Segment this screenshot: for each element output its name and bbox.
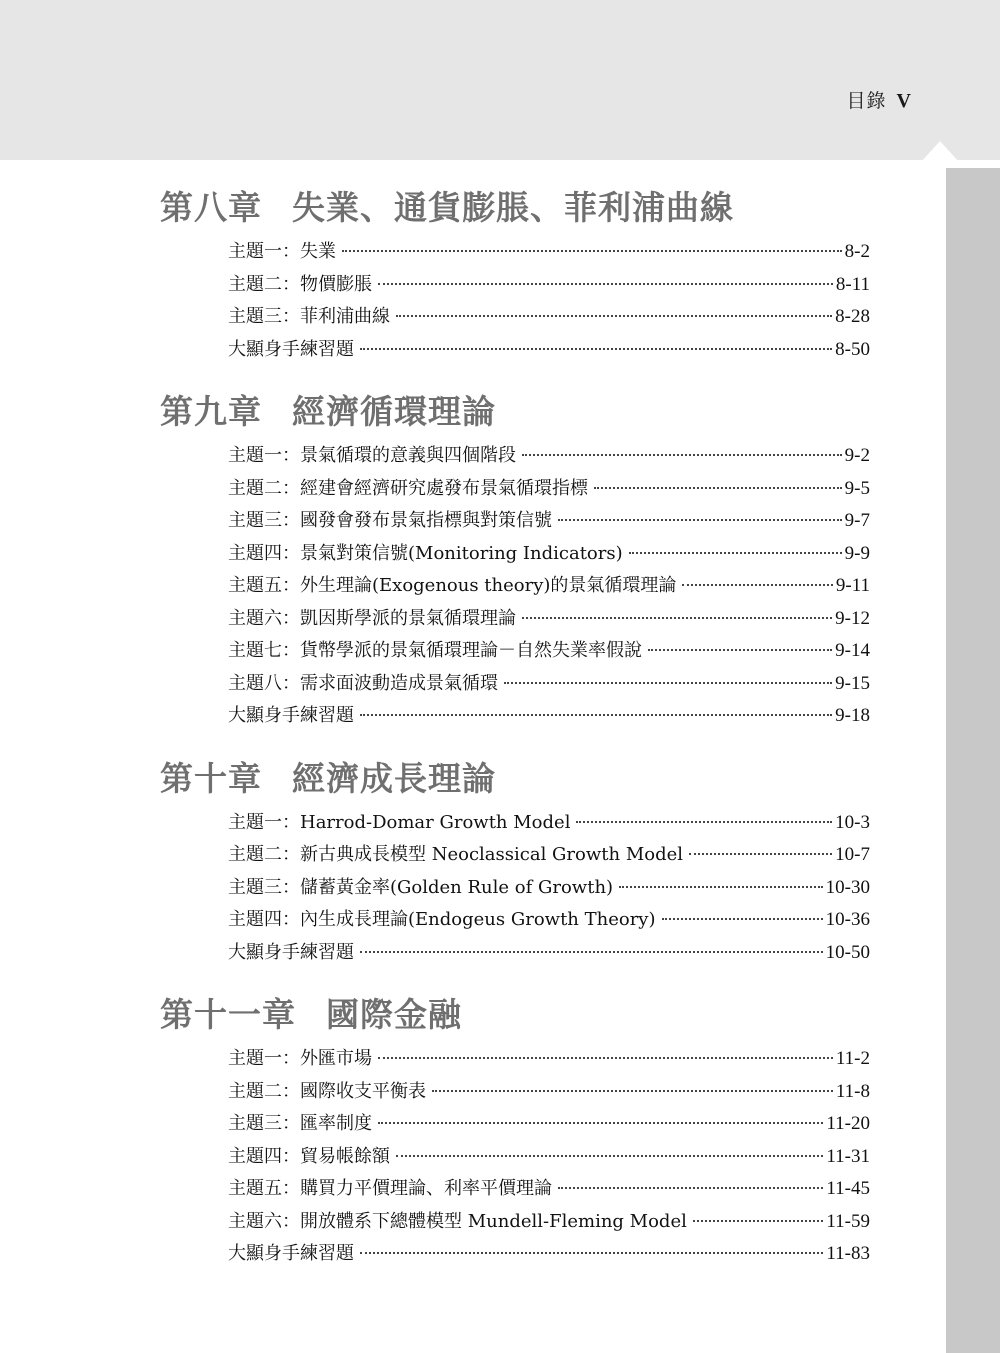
entry-page: 9-18 bbox=[835, 705, 870, 726]
entry-page: 8-28 bbox=[835, 306, 870, 327]
dot-leader bbox=[360, 347, 832, 350]
entry-label: 主題五：購買力平價理論、利率平價理論 bbox=[228, 1178, 552, 1199]
entry-label: 主題七：貨幣學派的景氣循環理論－自然失業率假說 bbox=[228, 640, 642, 661]
side-thumb-tab bbox=[946, 168, 1000, 1353]
dot-leader bbox=[558, 518, 842, 521]
entry-label: 大顯身手練習題 bbox=[228, 1243, 354, 1264]
entry-page: 8-11 bbox=[835, 273, 870, 295]
entry-label: 主題六：開放體系下總體模型 Mundell-Fleming Model bbox=[228, 1210, 687, 1232]
chapter-number: 第十一章 bbox=[160, 995, 296, 1034]
toc-entry[interactable] bbox=[228, 937, 870, 970]
dot-leader bbox=[629, 551, 842, 554]
toc-entry[interactable] bbox=[228, 1108, 870, 1141]
entry-page: 11-2 bbox=[835, 1048, 870, 1069]
dot-leader bbox=[378, 282, 833, 285]
entry-page: 9-12 bbox=[835, 607, 870, 629]
toc-entry[interactable] bbox=[228, 236, 870, 269]
entry-label: 主題一：景氣循環的意義與四個階段 bbox=[228, 445, 516, 466]
entry-label: 主題三：儲蓄黃金率(Golden Rule of Growth) bbox=[228, 876, 614, 898]
entry-label: 主題三：國發會發布景氣指標與對策信號 bbox=[228, 510, 552, 531]
toc-entry[interactable] bbox=[228, 570, 870, 603]
entry-page: 9-9 bbox=[844, 542, 870, 564]
dot-leader bbox=[432, 1089, 833, 1092]
entry-label: 主題四：景氣對策信號(Monitoring Indicators) bbox=[228, 542, 623, 564]
entry-label: 主題二：物價膨脹 bbox=[228, 273, 372, 295]
table-of-contents bbox=[160, 180, 870, 1277]
dot-leader bbox=[396, 1154, 823, 1157]
entry-page: 11-20 bbox=[826, 1113, 870, 1134]
entry-page: 10-3 bbox=[835, 811, 870, 833]
chapter-section bbox=[160, 751, 870, 970]
dot-leader bbox=[522, 453, 842, 456]
dot-leader bbox=[682, 583, 832, 586]
entry-page: 8-50 bbox=[835, 338, 870, 360]
dot-leader bbox=[558, 1186, 823, 1189]
chapter-section bbox=[160, 987, 870, 1271]
entry-label: 主題一：失業 bbox=[228, 241, 336, 262]
running-header-title: 目錄 bbox=[846, 90, 887, 112]
entry-label: 主題一：Harrod-Domar Growth Model bbox=[228, 811, 571, 833]
toc-entry[interactable] bbox=[228, 807, 870, 840]
toc-entry[interactable] bbox=[228, 301, 870, 334]
dot-leader bbox=[662, 917, 823, 920]
entry-page: 9-2 bbox=[844, 445, 870, 466]
chapter-name: 國際金融 bbox=[326, 995, 462, 1034]
dot-leader bbox=[576, 820, 832, 823]
chapter-title bbox=[160, 180, 870, 236]
toc-entry[interactable] bbox=[228, 1076, 870, 1109]
toc-entry[interactable] bbox=[228, 1043, 870, 1076]
toc-entry[interactable] bbox=[228, 668, 870, 701]
entry-page: 11-31 bbox=[826, 1145, 870, 1167]
toc-entry[interactable] bbox=[228, 1141, 870, 1174]
toc-entry[interactable] bbox=[228, 440, 870, 473]
entry-label: 主題三：匯率制度 bbox=[228, 1113, 372, 1134]
dot-leader bbox=[648, 648, 832, 651]
entry-label: 主題四：內生成長理論(Endogeus Growth Theory) bbox=[228, 909, 656, 930]
header-band bbox=[0, 0, 1000, 160]
toc-entry[interactable] bbox=[228, 635, 870, 668]
toc-entry[interactable] bbox=[228, 1238, 870, 1271]
dot-leader bbox=[504, 681, 832, 684]
dot-leader bbox=[342, 249, 842, 252]
chapter-number: 第九章 bbox=[160, 392, 262, 431]
dot-leader bbox=[522, 616, 832, 619]
entry-page: 8-2 bbox=[844, 241, 870, 262]
toc-entry[interactable] bbox=[228, 700, 870, 733]
entry-page: 9-14 bbox=[835, 640, 870, 661]
toc-entry[interactable] bbox=[228, 603, 870, 636]
chapter-title bbox=[160, 384, 870, 440]
chapter-number: 第十章 bbox=[160, 758, 262, 798]
dot-leader bbox=[594, 486, 842, 489]
entry-label: 主題五：外生理論(Exogenous theory)的景氣循環理論 bbox=[228, 575, 677, 596]
running-header bbox=[847, 86, 912, 113]
entry-label: 主題一：外匯市場 bbox=[228, 1048, 372, 1069]
entry-label: 主題四：貿易帳餘額 bbox=[228, 1145, 390, 1167]
toc-entry[interactable] bbox=[228, 872, 870, 905]
chapter-title bbox=[160, 987, 870, 1043]
dot-leader bbox=[689, 852, 832, 855]
chapter-name: 失業、通貨膨脹、菲利浦曲線 bbox=[292, 188, 734, 227]
toc-entry[interactable] bbox=[228, 1206, 870, 1239]
entry-page: 9-15 bbox=[835, 672, 870, 694]
tab-notch bbox=[920, 141, 960, 163]
entry-page: 9-5 bbox=[844, 477, 870, 499]
entry-label: 主題二：經建會經濟研究處發布景氣循環指標 bbox=[228, 477, 588, 499]
toc-entry[interactable] bbox=[228, 538, 870, 571]
dot-leader bbox=[360, 1251, 823, 1254]
entry-page: 10-7 bbox=[835, 844, 870, 865]
toc-entry[interactable] bbox=[228, 839, 870, 872]
toc-entry[interactable] bbox=[228, 473, 870, 506]
entry-page: 11-59 bbox=[826, 1210, 870, 1232]
dot-leader bbox=[378, 1121, 823, 1124]
toc-entry[interactable] bbox=[228, 904, 870, 937]
page-number: V bbox=[896, 90, 912, 112]
dot-leader bbox=[360, 713, 832, 716]
chapter-number: 第八章 bbox=[160, 188, 262, 227]
dot-leader bbox=[693, 1219, 824, 1222]
entry-page: 10-36 bbox=[825, 909, 870, 930]
toc-entry[interactable] bbox=[228, 1173, 870, 1206]
entry-label: 大顯身手練習題 bbox=[228, 705, 354, 726]
toc-entry[interactable] bbox=[228, 334, 870, 367]
entry-label: 主題八：需求面波動造成景氣循環 bbox=[228, 672, 498, 694]
entry-label: 大顯身手練習題 bbox=[228, 941, 354, 963]
chapter-section bbox=[160, 180, 870, 366]
entry-page: 9-11 bbox=[835, 575, 870, 596]
entry-page: 11-45 bbox=[826, 1178, 870, 1199]
chapter-name: 經濟成長理論 bbox=[292, 758, 496, 798]
chapter-name: 經濟循環理論 bbox=[292, 392, 496, 431]
dot-leader bbox=[619, 885, 823, 888]
entry-label: 主題二：新古典成長模型 Neoclassical Growth Model bbox=[228, 844, 684, 865]
entry-label: 主題二：國際收支平衡表 bbox=[228, 1080, 426, 1102]
entry-label: 大顯身手練習題 bbox=[228, 338, 354, 360]
chapter-title bbox=[160, 751, 870, 807]
entry-label: 主題六：凱因斯學派的景氣循環理論 bbox=[228, 607, 516, 629]
chapter-section bbox=[160, 384, 870, 733]
dot-leader bbox=[396, 314, 832, 317]
toc-entry[interactable] bbox=[228, 269, 870, 302]
dot-leader bbox=[378, 1056, 833, 1059]
toc-entry[interactable] bbox=[228, 505, 870, 538]
entry-label: 主題三：菲利浦曲線 bbox=[228, 306, 390, 327]
entry-page: 10-30 bbox=[825, 876, 870, 898]
entry-page: 11-83 bbox=[826, 1243, 870, 1264]
entry-page: 10-50 bbox=[825, 941, 870, 963]
dot-leader bbox=[360, 950, 823, 953]
entry-page: 9-7 bbox=[844, 510, 870, 531]
entry-page: 11-8 bbox=[835, 1080, 870, 1102]
